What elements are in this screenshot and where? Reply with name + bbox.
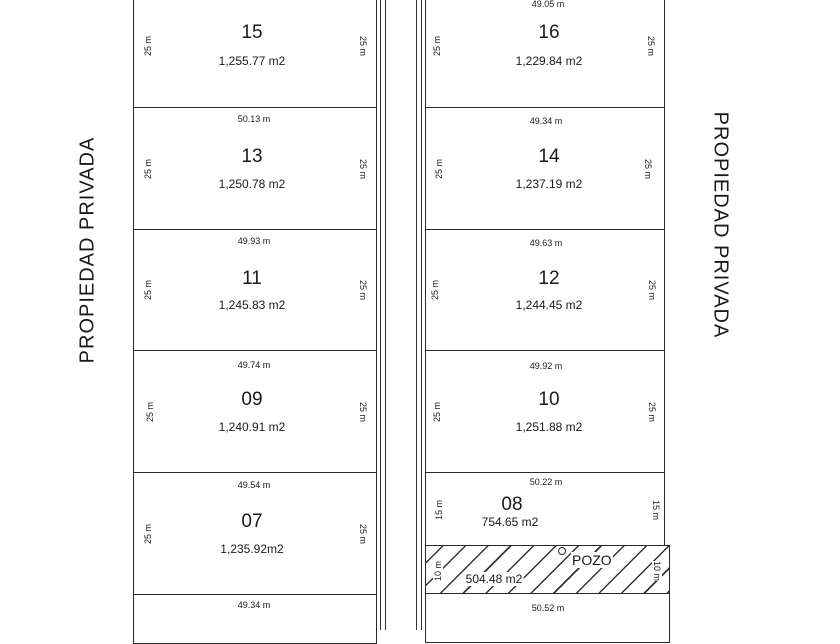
lot-side-left: 25 m xyxy=(143,523,153,545)
lot-side-left: 25 m xyxy=(434,158,444,180)
lot-side-right: 25 m xyxy=(647,401,657,423)
lot-width-label: 49.93 m xyxy=(237,236,271,246)
hatched-side-left: 10 m xyxy=(433,560,443,582)
street-line-1 xyxy=(380,0,381,630)
lot-area: 754.65 m2 xyxy=(481,515,539,529)
lot-side-right: 15 m xyxy=(651,499,661,521)
lot-15[interactable] xyxy=(133,0,377,108)
lot-number: 10 xyxy=(538,389,560,410)
lot-next-left[interactable] xyxy=(133,594,377,644)
well-marker-icon xyxy=(558,547,566,555)
lot-side-right: 25 m xyxy=(358,523,368,545)
lot-area: 1,245.83 m2 xyxy=(218,298,286,312)
lot-side-left: 25 m xyxy=(432,401,442,423)
lot-09[interactable] xyxy=(133,350,377,473)
lot-width-label: 50.52 m xyxy=(531,603,565,613)
lot-13[interactable] xyxy=(133,107,377,230)
lot-width-label: 50.13 m xyxy=(237,114,271,124)
lot-area: 1,244.45 m2 xyxy=(515,298,583,312)
lot-width-label: 49.05 m xyxy=(531,0,565,9)
lot-number: 16 xyxy=(538,22,560,43)
lot-side-right: 25 m xyxy=(358,35,368,57)
hatched-well-area[interactable] xyxy=(425,545,670,594)
lot-area: 1,235.92m2 xyxy=(220,542,284,556)
street-line-3 xyxy=(416,0,417,630)
lot-11[interactable] xyxy=(133,229,377,351)
lot-07[interactable] xyxy=(133,472,377,595)
lot-width-label: 50.22 m xyxy=(529,477,563,487)
hatched-area-value: 504.48 m2 xyxy=(465,572,523,586)
lot-14[interactable] xyxy=(425,107,665,230)
lot-number: 15 xyxy=(241,22,263,43)
lot-area: 1,237.19 m2 xyxy=(515,177,583,191)
lot-16[interactable] xyxy=(425,0,665,108)
well-label: POZO xyxy=(572,552,612,568)
lot-side-left: 15 m xyxy=(434,499,444,521)
lot-number: 08 xyxy=(501,494,523,515)
lot-side-right: 25 m xyxy=(643,158,653,180)
lot-08[interactable] xyxy=(425,472,665,546)
lot-side-right: 25 m xyxy=(646,35,656,57)
lot-side-left: 25 m xyxy=(432,35,442,57)
lot-number: 13 xyxy=(241,146,263,167)
lot-area: 1,240.91 m2 xyxy=(218,420,286,434)
lot-side-left: 25 m xyxy=(143,35,153,57)
lot-width-label: 49.92 m xyxy=(529,361,563,371)
lot-number: 12 xyxy=(538,268,560,289)
lot-area: 1,250.78 m2 xyxy=(218,177,286,191)
lot-side-right: 25 m xyxy=(358,158,368,180)
street-line-2 xyxy=(385,0,386,630)
lot-width-label: 49.34 m xyxy=(237,600,271,610)
lot-area: 1,255.77 m2 xyxy=(218,54,286,68)
lot-number: 07 xyxy=(241,511,263,532)
street-line-4 xyxy=(421,0,422,630)
lot-side-right: 25 m xyxy=(358,279,368,301)
lot-width-label: 49.63 m xyxy=(529,238,563,248)
lot-side-left: 25 m xyxy=(145,401,155,423)
lot-12[interactable] xyxy=(425,229,665,351)
lot-number: 11 xyxy=(242,268,262,289)
lot-area: 1,251.88 m2 xyxy=(515,420,583,434)
property-label-left: PROPIEDAD PRIVADA xyxy=(76,136,99,364)
lot-number: 14 xyxy=(538,146,560,167)
lot-width-label: 49.74 m xyxy=(237,360,271,370)
property-label-right: PROPIEDAD PRIVADA xyxy=(709,111,732,339)
lot-side-left: 25 m xyxy=(430,279,440,301)
lot-10[interactable] xyxy=(425,350,665,473)
lot-area: 1,229.84 m2 xyxy=(515,54,583,68)
lot-side-left: 25 m xyxy=(143,279,153,301)
lot-next-right[interactable] xyxy=(425,593,670,643)
lot-side-right: 25 m xyxy=(647,279,657,301)
lot-side-right: 25 m xyxy=(358,401,368,423)
lot-width-label: 49.34 m xyxy=(529,116,563,126)
lot-side-left: 25 m xyxy=(143,158,153,180)
hatched-side-right: 10 m xyxy=(652,560,662,582)
lot-width-label: 49.54 m xyxy=(237,480,271,490)
lot-number: 09 xyxy=(241,389,263,410)
